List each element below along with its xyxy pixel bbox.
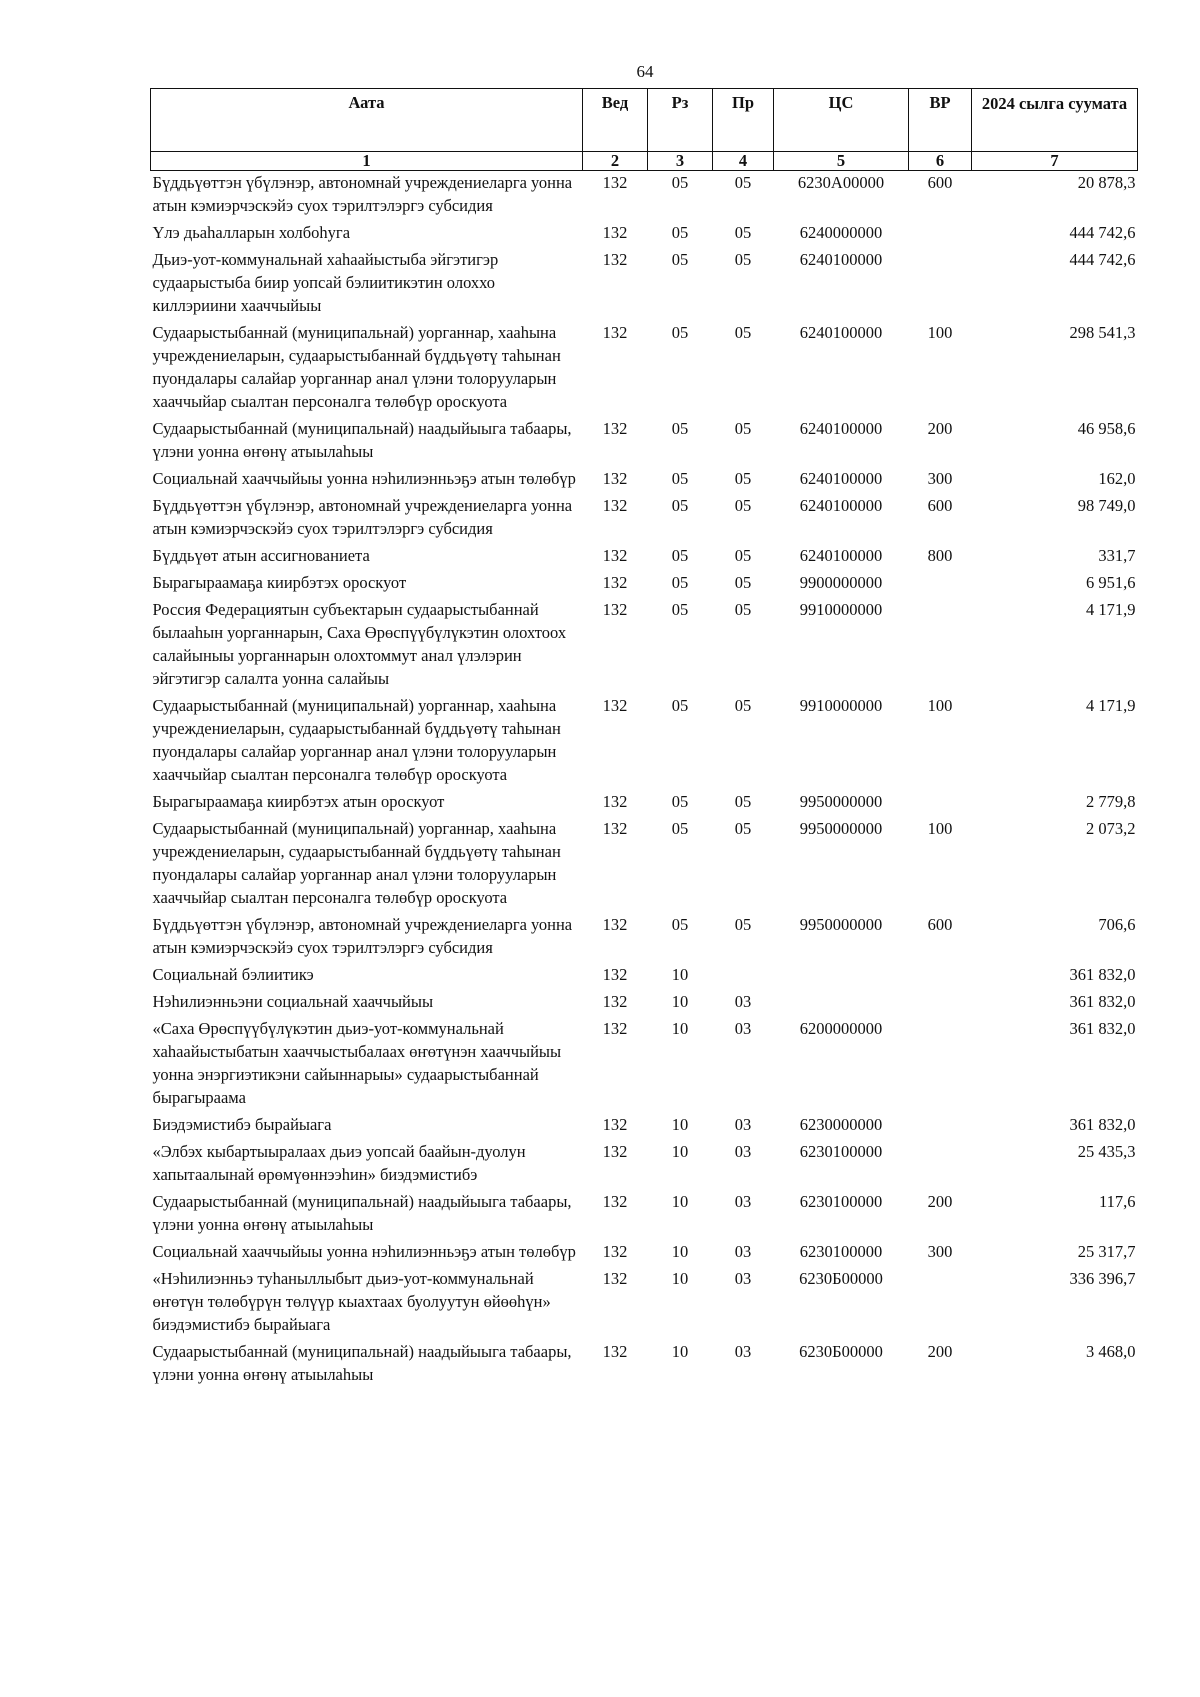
row-name: Дьиэ-уот-коммунальнай хаһаайыстыба эйгэтигэр судаарыстыба биир уопсай бэлиитикэтин олоххо киллэриини хааччыйыы — [152, 250, 499, 315]
row-amount: 444 742,6 — [1069, 223, 1136, 242]
row-cs: 6230000000 — [799, 1115, 883, 1134]
row-cs: 6240100000 — [799, 323, 883, 342]
row-ved: 132 — [602, 992, 628, 1011]
row-cs — [774, 963, 909, 990]
row-amount: 361 832,0 — [1069, 1019, 1136, 1038]
table-row — [151, 1140, 1138, 1190]
row-ved: 132 — [602, 915, 628, 934]
table-row — [151, 248, 1138, 321]
row-vr: 100 — [927, 696, 953, 715]
row-rz: 05 — [671, 250, 689, 269]
row-name: Судаарыстыбаннай (муниципальнай) уорганнар, хааһына учреждениеларын, судаарыстыбаннай бүддьүөтү таһынан пуондалары салайар уорганнар анал үлэни толорууларын хааччыйар сыалтан персоналга төлөбүр ороскуота — [152, 696, 561, 784]
row-pr: 05 — [734, 573, 752, 592]
header-aata: Аата — [151, 89, 583, 152]
row-cs: 6240100000 — [799, 546, 883, 565]
table-row — [151, 963, 1138, 990]
row-pr — [713, 963, 774, 990]
row-vr — [909, 1017, 972, 1113]
row-ved: 132 — [602, 792, 628, 811]
row-rz: 10 — [671, 1019, 689, 1038]
header-amount-2024: 2024 сылга суумата — [972, 89, 1138, 152]
table-row — [151, 544, 1138, 571]
row-amount: 2 073,2 — [1086, 819, 1136, 838]
row-ved: 132 — [602, 1342, 628, 1361]
row-pr: 03 — [734, 1342, 752, 1361]
row-name: Социальнай хааччыйыы уонна нэһилиэнньэҕэ атын төлөбүр — [152, 1242, 576, 1261]
row-pr: 03 — [734, 1142, 752, 1161]
table-row — [151, 417, 1138, 467]
column-number: 6 — [909, 152, 972, 171]
row-name: «Нэһилиэнньэ туһаныллыбыт дьиэ-уот-коммунальнай өҥөтүн төлөбүрүн төлүүр кыахтаах буолуутун өйөөһүн» биэдэмистибэ бырайыага — [152, 1269, 551, 1334]
row-amount: 117,6 — [1098, 1192, 1136, 1211]
row-rz: 10 — [671, 1242, 689, 1261]
row-vr: 100 — [927, 819, 953, 838]
row-pr: 05 — [734, 496, 752, 515]
row-cs: 6240100000 — [799, 496, 883, 515]
row-pr: 05 — [734, 173, 752, 192]
row-ved: 132 — [602, 696, 628, 715]
row-pr: 03 — [734, 1115, 752, 1134]
column-number: 5 — [774, 152, 909, 171]
row-vr — [909, 1140, 972, 1190]
row-ved: 132 — [602, 1115, 628, 1134]
row-cs: 6240000000 — [799, 223, 883, 242]
row-rz: 10 — [671, 1115, 689, 1134]
row-ved: 132 — [602, 419, 628, 438]
page-number: 64 — [636, 62, 654, 81]
table-row — [151, 571, 1138, 598]
row-cs: 9950000000 — [799, 792, 883, 811]
row-pr: 05 — [734, 419, 752, 438]
row-vr — [909, 1267, 972, 1340]
row-cs: 6240100000 — [799, 250, 883, 269]
header-pr: Пр — [713, 89, 774, 152]
row-name: Үлэ дьаһалларын холбоһуга — [152, 223, 351, 242]
table-row — [151, 171, 1138, 222]
row-amount: 706,6 — [1098, 915, 1136, 934]
row-vr — [909, 571, 972, 598]
row-rz: 05 — [671, 323, 689, 342]
row-amount: 6 951,6 — [1086, 573, 1136, 592]
row-ved: 132 — [602, 819, 628, 838]
row-name: Судаарыстыбаннай (муниципальнай) уорганнар, хааһына учреждениеларын, судаарыстыбаннай бүддьүөтү таһынан пуондалары салайар уорганнар анал үлэни толорууларын хааччыйар сыалтан персоналга төлөбүр ороскуота — [152, 819, 561, 907]
row-vr — [909, 990, 972, 1017]
row-rz: 05 — [671, 915, 689, 934]
row-ved: 132 — [602, 1142, 628, 1161]
row-vr: 600 — [927, 496, 953, 515]
row-rz: 10 — [671, 1142, 689, 1161]
row-cs: 6230А00000 — [797, 173, 885, 192]
row-rz: 10 — [671, 1192, 689, 1211]
column-number: 3 — [648, 152, 713, 171]
row-amount: 98 749,0 — [1077, 496, 1136, 515]
row-pr: 05 — [734, 819, 752, 838]
row-vr — [909, 963, 972, 990]
row-vr: 200 — [927, 1342, 953, 1361]
row-rz: 10 — [671, 1269, 689, 1288]
row-cs: 9950000000 — [799, 915, 883, 934]
column-number: 7 — [972, 152, 1138, 171]
row-amount: 361 832,0 — [1069, 1115, 1136, 1134]
row-rz: 10 — [671, 1342, 689, 1361]
row-vr: 200 — [927, 419, 953, 438]
table-row — [151, 1340, 1138, 1390]
header-rz: Рз — [648, 89, 713, 152]
row-name: Судаарыстыбаннай (муниципальнай) уорганнар, хааһына учреждениеларын, судаарыстыбаннай бүддьүөтү таһынан пуондалары салайар уорганнар анал үлэни толорууларын хааччыйар сыалтан персоналга төлөбүр ороскуота — [152, 323, 561, 411]
row-amount: 361 832,0 — [1069, 992, 1136, 1011]
row-name: «Саха Өрөспүүбүлүкэтин дьиэ-уот-коммунальнай хаһаайыстыбатын хааччыстыбалаах өҥөтүнэн хааччыйыы уонна энэргиэтикэни сайыннарыы» судаарыстыбаннай бырагыраама — [152, 1019, 562, 1107]
row-amount: 361 832,0 — [1069, 965, 1136, 984]
row-ved: 132 — [602, 573, 628, 592]
table-row — [151, 1017, 1138, 1113]
row-vr: 100 — [927, 323, 953, 342]
row-name: Судаарыстыбаннай (муниципальнай) наадыйыыга табаары, үлэни уонна өҥөнү атыылаһыы — [152, 1342, 572, 1384]
row-name: Бүддьүөттэн үбүлэнэр, автономнай учреждениеларга уонна атын кэмиэрчэскэйэ суох тэрилтэлэргэ субсидия — [152, 915, 573, 957]
header-ved: Вед — [583, 89, 648, 152]
row-name: Бырагыраамаҕа киирбэтэх ороскуот — [152, 573, 407, 592]
table-row — [151, 598, 1138, 694]
row-amount: 4 171,9 — [1086, 696, 1136, 715]
row-amount: 331,7 — [1098, 546, 1136, 565]
row-rz: 05 — [671, 469, 689, 488]
row-cs — [774, 990, 909, 1017]
row-amount: 336 396,7 — [1069, 1269, 1136, 1288]
row-vr: 300 — [927, 1242, 953, 1261]
row-pr: 05 — [734, 600, 752, 619]
table-row — [151, 1240, 1138, 1267]
row-name: «Элбэх кыбартыыралаах дьиэ уопсай баайын-дуолун хапытаалынай өрөмүөннээһин» биэдэмистибэ — [152, 1142, 526, 1184]
row-cs: 6230100000 — [799, 1142, 883, 1161]
row-vr — [909, 221, 972, 248]
row-rz: 05 — [671, 173, 689, 192]
table-row — [151, 221, 1138, 248]
row-ved: 132 — [602, 1019, 628, 1038]
row-vr: 200 — [927, 1192, 953, 1211]
row-ved: 132 — [602, 1269, 628, 1288]
row-name: Бүддьүөттэн үбүлэнэр, автономнай учреждениеларга уонна атын кэмиэрчэскэйэ суох тэрилтэлэргэ субсидия — [152, 496, 573, 538]
row-name: Судаарыстыбаннай (муниципальнай) наадыйыыга табаары, үлэни уонна өҥөнү атыылаһыы — [152, 1192, 572, 1234]
row-rz: 05 — [671, 696, 689, 715]
row-pr: 05 — [734, 323, 752, 342]
table-row — [151, 817, 1138, 913]
row-pr: 05 — [734, 696, 752, 715]
row-name: Биэдэмистибэ бырайыага — [152, 1115, 332, 1134]
row-vr: 300 — [927, 469, 953, 488]
table-row — [151, 790, 1138, 817]
row-rz: 05 — [671, 600, 689, 619]
table-row — [151, 1113, 1138, 1140]
row-pr: 05 — [734, 792, 752, 811]
row-cs: 9900000000 — [799, 573, 883, 592]
row-name: Судаарыстыбаннай (муниципальнай) наадыйыыга табаары, үлэни уонна өҥөнү атыылаһыы — [152, 419, 572, 461]
row-ved: 132 — [602, 223, 628, 242]
row-rz: 05 — [671, 573, 689, 592]
row-ved: 132 — [602, 173, 628, 192]
row-vr — [909, 1113, 972, 1140]
row-rz: 05 — [671, 223, 689, 242]
row-pr: 03 — [734, 1192, 752, 1211]
row-cs: 6230Б00000 — [799, 1269, 883, 1288]
row-ved: 132 — [602, 965, 628, 984]
row-amount: 298 541,3 — [1069, 323, 1136, 342]
row-name: Россия Федерациятын субъектарын судаарыстыбаннай былааһын уорганнарын, Саха Өрөспүүбүлүкэтин олохтоох салайыныы уорганнарын олохтоммут анал үлэлэрин эйгэтигэр салалта уонна салайыы — [152, 600, 567, 688]
row-ved: 132 — [602, 250, 628, 269]
row-cs: 6230Б00000 — [799, 1342, 883, 1361]
row-vr — [909, 248, 972, 321]
row-pr: 03 — [734, 992, 752, 1011]
column-number: 4 — [713, 152, 774, 171]
row-amount: 162,0 — [1098, 469, 1136, 488]
row-rz: 10 — [671, 992, 689, 1011]
row-rz: 05 — [671, 792, 689, 811]
table-row — [151, 321, 1138, 417]
row-vr — [909, 790, 972, 817]
row-amount: 25 435,3 — [1077, 1142, 1136, 1161]
row-ved: 132 — [602, 323, 628, 342]
row-rz: 05 — [671, 546, 689, 565]
row-ved: 132 — [602, 496, 628, 515]
row-cs: 9950000000 — [799, 819, 883, 838]
row-name: Бырагыраамаҕа киирбэтэх атын ороскуот — [152, 792, 445, 811]
row-amount: 25 317,7 — [1077, 1242, 1136, 1261]
row-cs: 9910000000 — [799, 696, 883, 715]
row-rz: 05 — [671, 819, 689, 838]
row-pr: 05 — [734, 250, 752, 269]
row-rz: 10 — [671, 965, 689, 984]
table-row — [151, 990, 1138, 1017]
row-amount: 444 742,6 — [1069, 250, 1136, 269]
row-vr: 600 — [927, 915, 953, 934]
row-amount: 3 468,0 — [1086, 1342, 1136, 1361]
table-row — [151, 494, 1138, 544]
row-amount: 4 171,9 — [1086, 600, 1136, 619]
row-cs: 6240100000 — [799, 469, 883, 488]
row-ved: 132 — [602, 469, 628, 488]
row-pr: 05 — [734, 546, 752, 565]
row-vr: 800 — [927, 546, 953, 565]
column-number: 1 — [151, 152, 583, 171]
row-name: Нэһилиэнньэни социальнай хааччыйыы — [152, 992, 434, 1011]
table-row — [151, 467, 1138, 494]
table-row — [151, 694, 1138, 790]
row-amount: 2 779,8 — [1086, 792, 1136, 811]
header-row — [151, 89, 1138, 152]
row-vr: 600 — [927, 173, 953, 192]
row-pr: 05 — [734, 223, 752, 242]
row-pr: 03 — [734, 1019, 752, 1038]
row-ved: 132 — [602, 1242, 628, 1261]
row-cs: 6240100000 — [799, 419, 883, 438]
header-vr: ВР — [909, 89, 972, 152]
row-name: Социальнай бэлиитикэ — [152, 965, 314, 984]
row-name: Бүддьүөт атын ассигнованиета — [152, 546, 370, 565]
budget-table — [150, 88, 1138, 1390]
row-cs: 6200000000 — [799, 1019, 883, 1038]
row-pr: 03 — [734, 1269, 752, 1288]
row-pr: 05 — [734, 469, 752, 488]
row-rz: 05 — [671, 419, 689, 438]
header-cs: ЦС — [774, 89, 909, 152]
table-row — [151, 1267, 1138, 1340]
row-name: Бүддьүөттэн үбүлэнэр, автономнай учреждениеларга уонна атын кэмиэрчэскэйэ суох тэрилтэлэргэ субсидия — [152, 173, 573, 215]
row-cs: 6230100000 — [799, 1242, 883, 1261]
row-pr: 03 — [734, 1242, 752, 1261]
row-ved: 132 — [602, 546, 628, 565]
row-cs: 6230100000 — [799, 1192, 883, 1211]
row-rz: 05 — [671, 496, 689, 515]
row-ved: 132 — [602, 1192, 628, 1211]
row-ved: 132 — [602, 600, 628, 619]
table-row — [151, 1190, 1138, 1240]
row-pr: 05 — [734, 915, 752, 934]
column-number-row — [151, 152, 1138, 171]
row-vr — [909, 598, 972, 694]
row-name: Социальнай хааччыйыы уонна нэһилиэнньэҕэ атын төлөбүр — [152, 469, 576, 488]
row-amount: 20 878,3 — [1077, 173, 1136, 192]
row-amount: 46 958,6 — [1077, 419, 1136, 438]
table-row — [151, 913, 1138, 963]
row-cs: 9910000000 — [799, 600, 883, 619]
column-number: 2 — [583, 152, 648, 171]
